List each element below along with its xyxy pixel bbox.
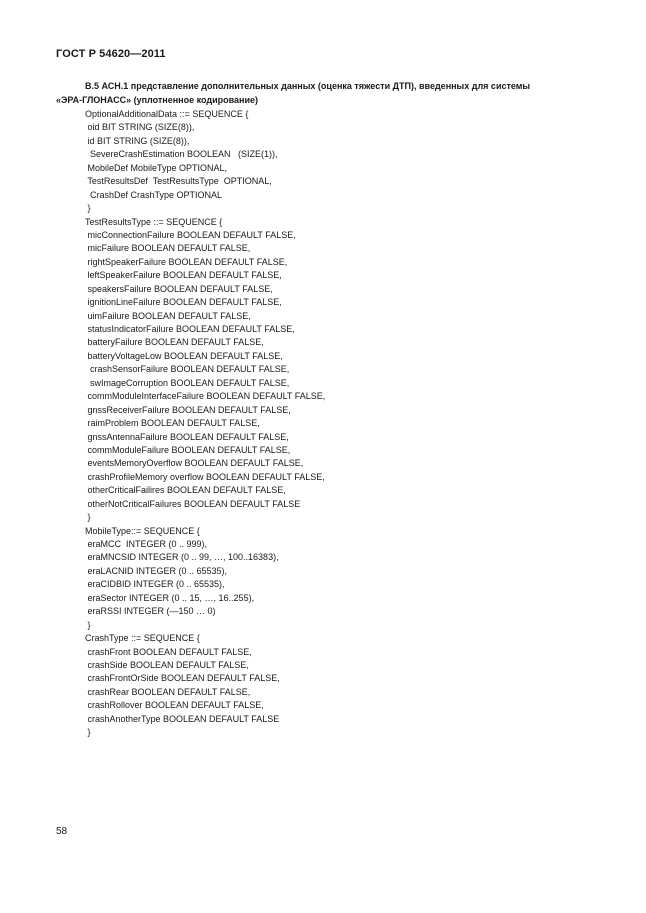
code-line: } bbox=[85, 619, 91, 630]
code-line: otherNotCriticalFailures BOOLEAN DEFAULT FALSE bbox=[85, 498, 301, 509]
code-line: statusIndicatorFailure BOOLEAN DEFAULT FALSE, bbox=[85, 324, 295, 334]
code-line: id BIT STRING (SIZE(8)), bbox=[85, 135, 190, 146]
code-line: eraRSSI INTEGER (—150 … 0) bbox=[85, 606, 216, 617]
code-line: micConnectionFailure BOOLEAN DEFAULT FALSE, bbox=[85, 229, 296, 240]
code-line: crashProfileMemory overflow BOOLEAN DEFAULT FALSE, bbox=[85, 471, 325, 482]
asn1-code-block bbox=[85, 108, 325, 740]
code-line: eraMCC INTEGER (0 .. 999), bbox=[85, 539, 208, 549]
code-line: leftSpeakerFailure BOOLEAN DEFAULT FALSE, bbox=[85, 270, 282, 281]
code-line: OptionalAdditionalData ::= SEQUENCE { bbox=[85, 109, 249, 119]
section-title-line-2: «ЭРА-ГЛОНАСС» (уплотненное кодирование) bbox=[56, 94, 259, 105]
code-line: raimProblem BOOLEAN DEFAULT FALSE, bbox=[85, 418, 260, 429]
code-line: uimFailure BOOLEAN DEFAULT FALSE, bbox=[85, 310, 251, 321]
code-line: MobileType::= SEQUENCE { bbox=[85, 525, 200, 536]
code-line: CrashType ::= SEQUENCE { bbox=[85, 633, 200, 644]
code-line: crashSensorFailure BOOLEAN DEFAULT FALSE, bbox=[85, 364, 290, 375]
page-number: 58 bbox=[56, 826, 68, 837]
code-line: eraCIDBID INTEGER (0 .. 65535), bbox=[85, 579, 225, 590]
code-line: crashFront BOOLEAN DEFAULT FALSE, bbox=[85, 646, 252, 657]
code-line: batteryFailure BOOLEAN DEFAULT FALSE, bbox=[85, 337, 264, 348]
code-line: speakersFailure BOOLEAN DEFAULT FALSE, bbox=[85, 283, 273, 294]
code-line: crashAnotherType BOOLEAN DEFAULT FALSE bbox=[85, 713, 280, 724]
section-title bbox=[56, 80, 596, 107]
section-title-line-1: В.5 АСН.1 представление дополнительных данных (оценка тяжести ДТП), введенных для системы bbox=[85, 81, 531, 91]
code-line: swImageCorruption BOOLEAN DEFAULT FALSE, bbox=[85, 377, 290, 388]
code-line: gnssReceiverFailure BOOLEAN DEFAULT FALSE, bbox=[85, 404, 291, 415]
code-line: } bbox=[85, 727, 91, 738]
code-line: SevereCrashEstimation BOOLEAN (SIZE(1)), bbox=[85, 149, 278, 160]
code-line: otherCriticalFailires BOOLEAN DEFAULT FALSE, bbox=[85, 485, 286, 496]
code-line: } bbox=[85, 203, 91, 214]
code-line: eraLACNID INTEGER (0 .. 65535), bbox=[85, 565, 228, 576]
code-line: } bbox=[85, 512, 91, 523]
code-line: commModuleInterfaceFailure BOOLEAN DEFAULT FALSE, bbox=[85, 391, 326, 402]
code-line: MobileDef MobileType OPTIONAL, bbox=[85, 162, 228, 173]
code-line: crashSide BOOLEAN DEFAULT FALSE, bbox=[85, 659, 249, 670]
code-line: TestResultsType ::= SEQUENCE { bbox=[85, 216, 223, 227]
code-line: eraSector INTEGER (0 .. 15, …, 16..255), bbox=[85, 592, 255, 603]
document-header: ГОСТ Р 54620—2011 bbox=[56, 48, 166, 60]
code-line: crashFrontOrSide BOOLEAN DEFAULT FALSE, bbox=[85, 673, 280, 684]
code-line: eventsMemoryOverflow BOOLEAN DEFAULT FALSE, bbox=[85, 458, 304, 469]
code-line: rightSpeakerFailure BOOLEAN DEFAULT FALSE, bbox=[85, 256, 288, 267]
code-line: micFailure BOOLEAN DEFAULT FALSE, bbox=[85, 243, 251, 254]
code-line: batteryVoltageLow BOOLEAN DEFAULT FALSE, bbox=[85, 350, 283, 361]
code-line: TestResultsDef TestResultsType OPTIONAL, bbox=[85, 176, 272, 187]
code-line: ignitionLineFailure BOOLEAN DEFAULT FALSE, bbox=[85, 297, 282, 308]
code-line: crashRollover BOOLEAN DEFAULT FALSE, bbox=[85, 700, 264, 711]
code-line: commModuleFailure BOOLEAN DEFAULT FALSE, bbox=[85, 444, 291, 455]
code-line: eraMNCSID INTEGER (0 .. 99, …, 100..16383), bbox=[85, 552, 279, 563]
code-line: gnssAntennaFailure BOOLEAN DEFAULT FALSE, bbox=[85, 431, 289, 442]
code-line: CrashDef CrashType OPTIONAL bbox=[85, 189, 223, 200]
code-line: oid BIT STRING (SIZE(8)), bbox=[85, 122, 195, 133]
code-line: crashRear BOOLEAN DEFAULT FALSE, bbox=[85, 686, 251, 697]
